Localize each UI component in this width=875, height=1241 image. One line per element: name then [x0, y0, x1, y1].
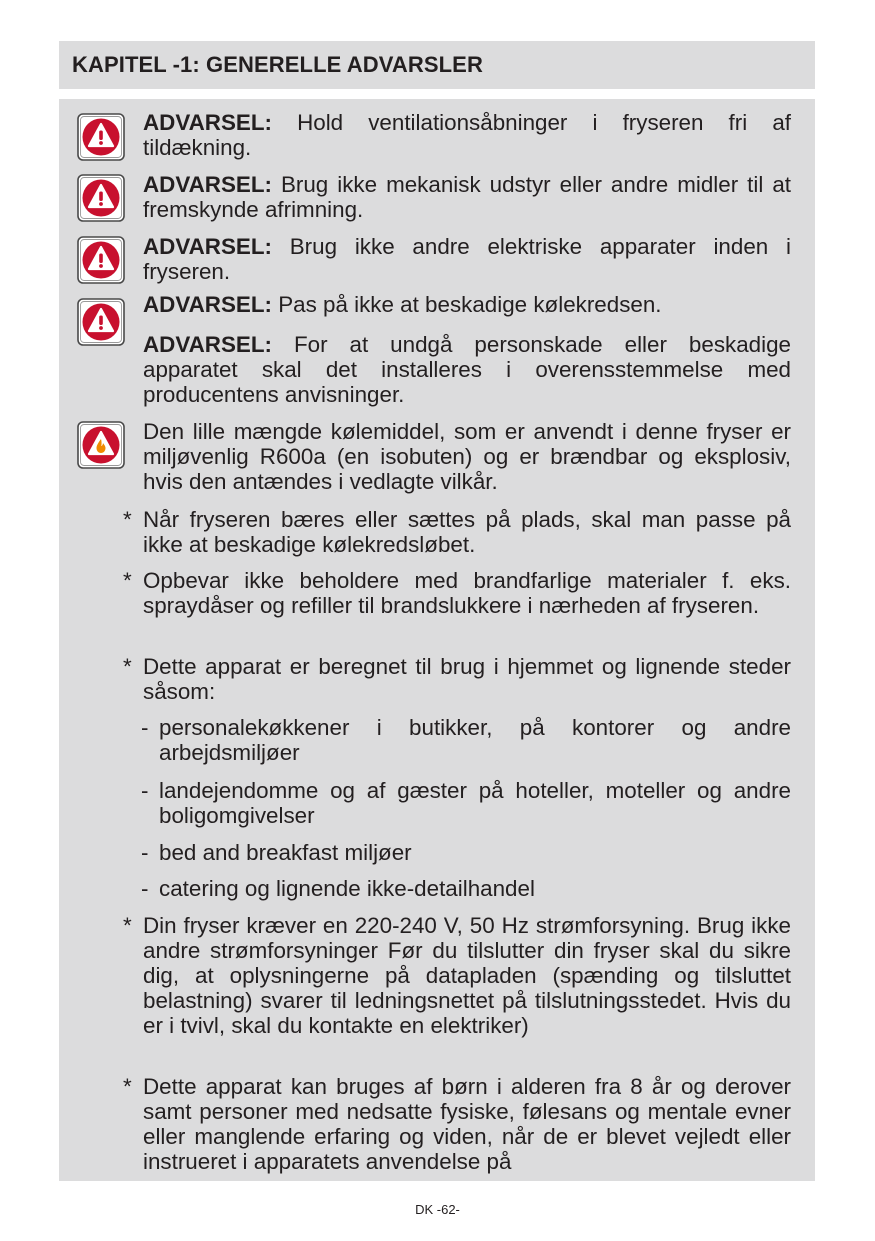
warning-icon	[77, 174, 125, 222]
list-item	[123, 913, 791, 1038]
bullet-marker: *	[123, 1074, 132, 1099]
warnings-panel	[59, 99, 815, 1181]
warning-label: ADVARSEL:	[143, 172, 272, 197]
list-item-text: Når fryseren bæres eller sættes på plads, skal man passe på ikke at beskadige kølekredsløbet.	[143, 507, 791, 557]
dash-marker: -	[141, 778, 149, 803]
warning-label: ADVARSEL:	[143, 292, 272, 317]
list-item-text: Dette apparat er beregnet til brug i hjemmet og lignende steder såsom:	[143, 654, 791, 704]
warning-icon	[77, 236, 125, 284]
bullet-marker: *	[123, 568, 132, 593]
warning-label: ADVARSEL:	[143, 332, 272, 357]
sub-list-item-text: landejendomme og af gæster på hoteller, moteller og andre boligomgivelser	[159, 778, 791, 828]
warning-body: Hold ventilationsåbninger i fryseren fri af tildækning.	[143, 110, 791, 160]
warning-text	[143, 292, 791, 317]
bullet-marker: *	[123, 654, 132, 679]
warning-label: ADVARSEL:	[143, 234, 272, 259]
list-item-text: Din fryser kræver en 220-240 V, 50 Hz strømforsyning. Brug ikke andre strømforsyninger Før du tilslutter din fryser skal du sikre dig, at oplysningerne på datapladen (spænding og tilsluttet belastning) svarer til ledningsnettet på tilslutningsstedet. Hvis du er i tvivl, skal du kontakte en elektriker)	[143, 913, 791, 1038]
warning-text	[143, 332, 791, 407]
warning-body: Pas på ikke at beskadige kølekredsen.	[271, 292, 662, 317]
dash-marker: -	[141, 715, 149, 740]
warning-text	[143, 172, 791, 222]
bullet-marker: *	[123, 507, 132, 532]
sub-list-item	[141, 778, 791, 828]
chapter-header	[59, 41, 815, 89]
warning-body: Brug ikke mekanisk udstyr eller andre midler til at fremskynde afrimning.	[143, 172, 791, 222]
sub-list-item	[141, 876, 791, 901]
bullet-marker: *	[123, 913, 132, 938]
dash-marker: -	[141, 876, 149, 901]
sub-list-item	[141, 715, 791, 765]
flammable-warning-icon	[77, 421, 125, 469]
sub-list-item-text: bed and breakfast miljøer	[159, 840, 412, 865]
list-item-text: Opbevar ikke beholdere med brandfarlige materialer f. eks. spraydåser og refiller til brandslukkere i nærheden af fryseren.	[143, 568, 791, 618]
list-item	[123, 654, 791, 704]
list-item	[123, 1074, 791, 1174]
list-item	[123, 507, 791, 557]
dash-marker: -	[141, 840, 149, 865]
warning-icon	[77, 298, 125, 346]
warning-body: Brug ikke andre elektriske apparater inden i fryseren.	[143, 234, 791, 284]
warning-icon	[77, 113, 125, 161]
warning-body: For at undgå personskade eller beskadige apparatet skal det installeres i overensstemmelse med producentens anvisninger.	[143, 332, 791, 407]
warning-text	[143, 110, 791, 160]
list-item-text: Dette apparat kan bruges af børn i alderen fra 8 år og derover samt personer med nedsatte fysiske, følesans og mentale evner eller manglende erfaring og viden, når de er blevet vejledt eller instrueret i apparatets anvendelse på	[143, 1074, 791, 1174]
warning-text	[143, 234, 791, 284]
sub-list-item	[141, 840, 791, 865]
sub-list-item-text: catering og lignende ikke-detailhandel	[159, 876, 535, 901]
chapter-title: KAPITEL -1: GENERELLE ADVARSLER	[72, 52, 483, 77]
warning-label: ADVARSEL:	[143, 110, 272, 135]
list-item	[123, 568, 791, 618]
flammable-note: Den lille mængde kølemiddel, som er anvendt i denne fryser er miljøvenlig R600a (en isobuten) og er brændbar og eksplosiv, hvis den antændes i vedlagte vilkår.	[143, 419, 791, 494]
sub-list-item-text: personalekøkkener i butikker, på kontorer og andre arbejdsmiljøer	[159, 715, 791, 765]
page-number: DK -62-	[415, 1202, 460, 1217]
